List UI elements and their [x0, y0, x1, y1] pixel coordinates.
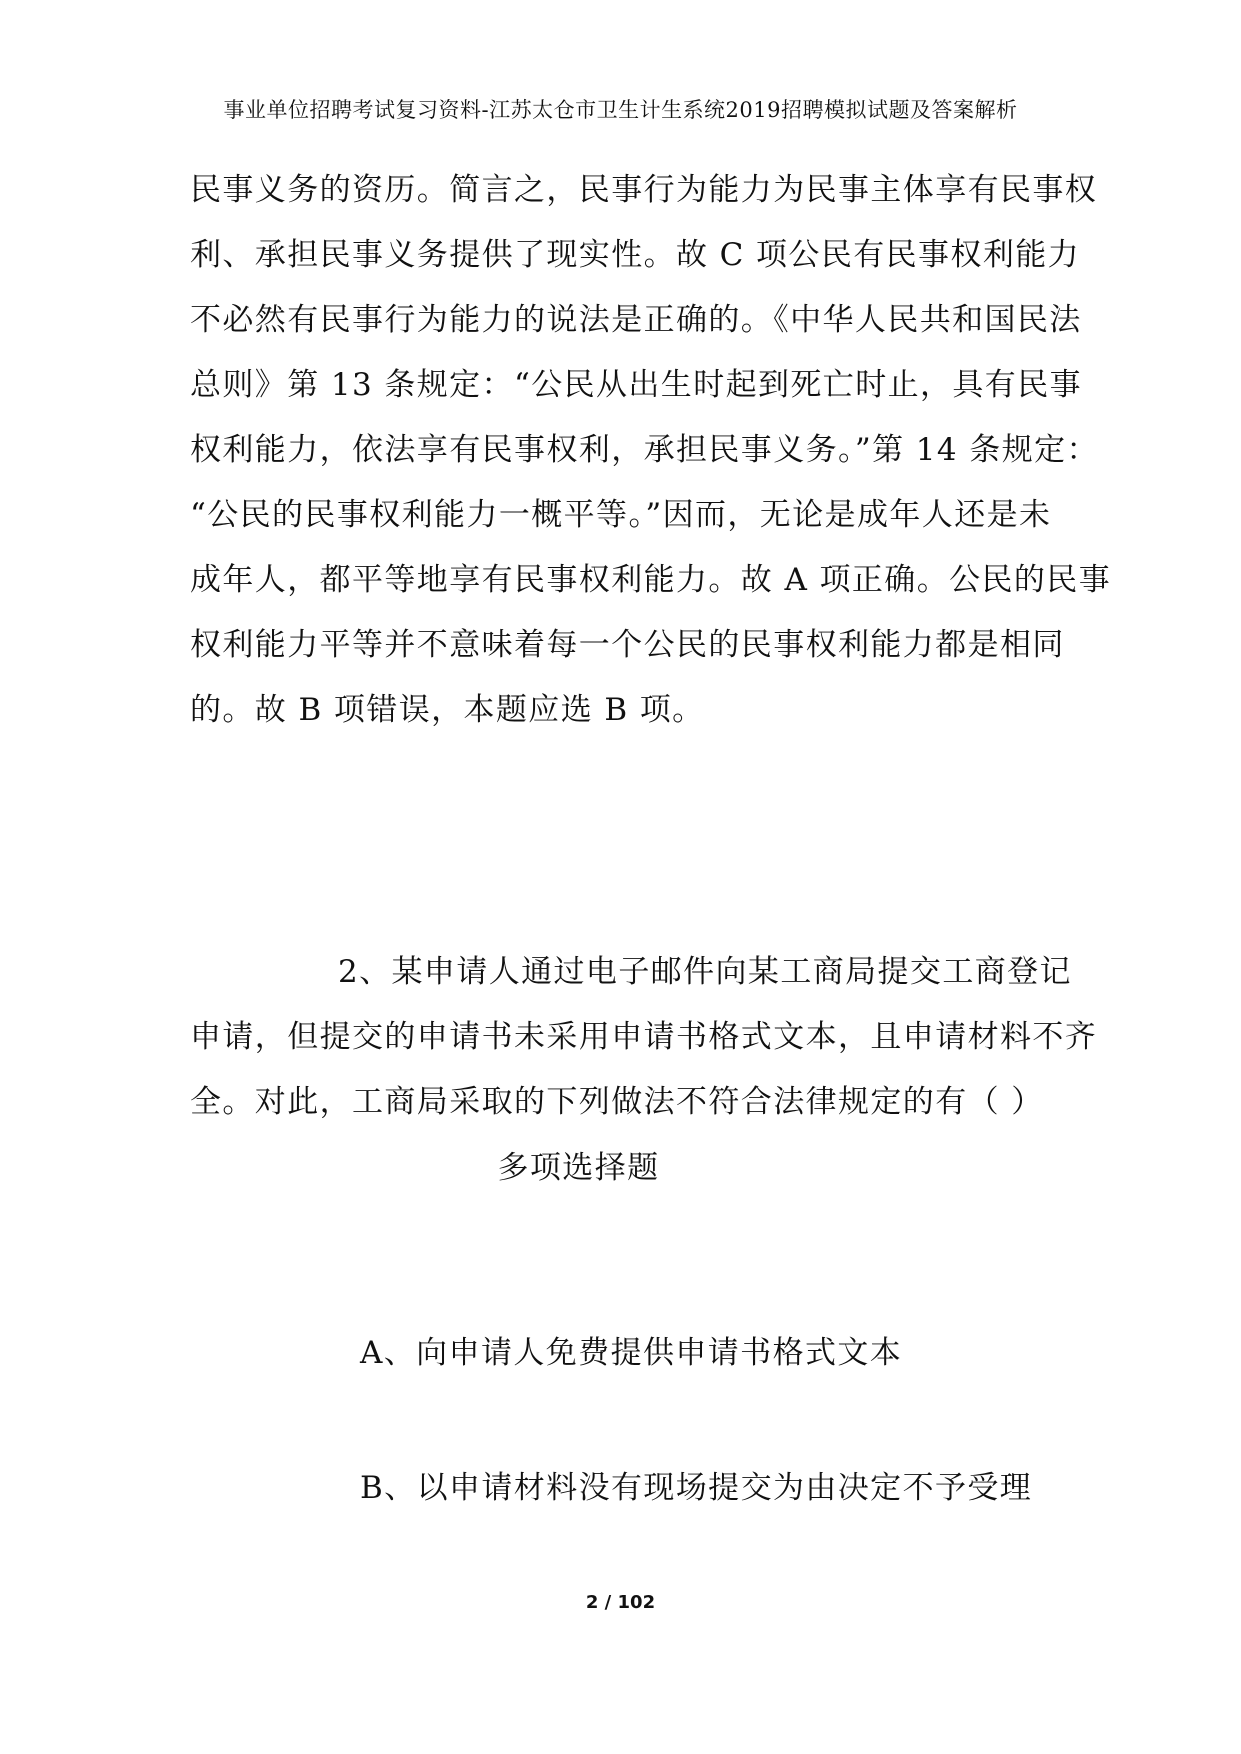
explanation-line: 民事义务的资历。简言之，民事行为能力为民事主体享有民事权 — [190, 172, 1098, 208]
page-number: 2 / 102 — [585, 1592, 656, 1613]
explanation-line: 利、承担民事义务提供了现实性。故 C 项公民有民事权利能力 — [190, 237, 1081, 273]
explanation-paragraph — [190, 158, 1112, 743]
explanation-line: 权利能力平等并不意味着每一个公民的民事权利能力都是相同 — [190, 627, 1065, 663]
question-line: 申请，但提交的申请书未采用申请书格式文本，且申请材料不齐 — [190, 1019, 1098, 1055]
explanation-line: “公民的民事权利能力一概平等。”因而，无论是成年人还是未 — [190, 497, 1052, 533]
running-header: 事业单位招聘考试复习资料-江苏太仓市卫生计生系统2019招聘模拟试题及答案解析 — [223, 98, 1018, 122]
explanation-line: 不必然有民事行为能力的说法是正确的。《中华人民共和国民法 — [190, 302, 1082, 338]
explanation-line: 总则》第 13 条规定：“公民从出生时起到死亡时止，具有民事 — [190, 367, 1082, 403]
explanation-line: 权利能力，依法享有民事权利，承担民事义务。”第 14 条规定： — [190, 432, 1099, 468]
question-type-label — [0, 1142, 1241, 1187]
option-a: A、向申请人免费提供申请书格式文本 — [360, 1335, 903, 1371]
explanation-line: 成年人，都平等地享有民事权利能力。故 A 项正确。公民的民事 — [190, 562, 1112, 598]
option-b: B、以申请材料没有现场提交为由决定不予受理 — [360, 1470, 1033, 1506]
question-type-text: 多项选择题 — [497, 1150, 660, 1186]
explanation-line: 的。故 B 项错误，本题应选 B 项。 — [190, 692, 705, 728]
question-line: 2、某申请人通过电子邮件向某工商局提交工商登记 — [338, 954, 1072, 990]
question-stem — [190, 940, 1098, 1135]
question-line: 全。对此，工商局采取的下列做法不符合法律规定的有（ ） — [190, 1084, 1044, 1120]
